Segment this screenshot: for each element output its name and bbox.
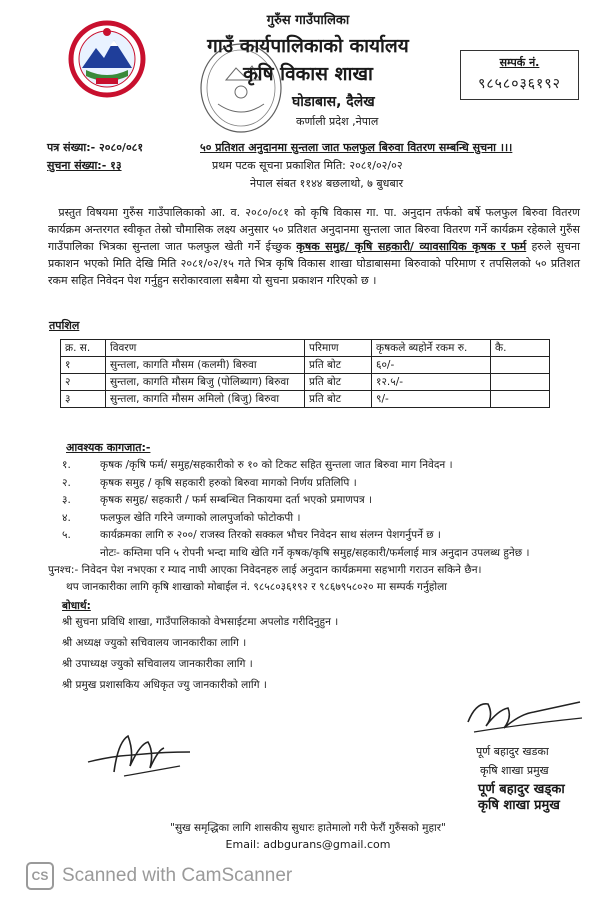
email: Email: adbgurans@gmail.com — [225, 838, 391, 851]
table-caption: तपशिल — [49, 319, 80, 332]
cell-sn: १ — [61, 357, 106, 374]
list-item: श्री उपाध्यक्ष ज्युको सचिवालय जानकारीका लागि । — [62, 658, 253, 670]
cell-description: सुन्तला, कागति मौसम (कलमी) बिरुवा — [106, 357, 305, 374]
notice-subject: ५० प्रतिशत अनुदानमा सुन्तला जात फलफुल बिरुवा वितरण सम्बन्धि सुचना ।।। — [200, 141, 513, 154]
cell-remarks — [491, 357, 550, 374]
nepal-emblem-logo — [66, 18, 148, 100]
cell-remarks — [491, 391, 550, 408]
list-item: ४. फलफुल खेति गरिने जग्गाको लालपुर्जाको फोटोकपी । — [62, 511, 301, 524]
body-highlight: कृषक समुह/ कृषि सहकारी/ व्यावसायिक कृषक र फर्म — [296, 240, 527, 253]
details-table — [60, 339, 550, 408]
municipality-name: गुरुँस गाउँपालिका — [266, 13, 350, 28]
notice-body — [48, 204, 580, 289]
signatory-title: कृषि शाखा प्रमुख — [480, 764, 549, 777]
signature-right — [464, 688, 584, 738]
province: कर्णाली प्रदेश ,नेपाल — [296, 115, 379, 128]
body-part-2: हरुले सुचना प्रकाशन भएको मिति देखि मिति २०८१/०२/१५ गते भित्र कृषि विकास शाखा घोडाबासमा बिरुवाको परिमाण र तपसिलको ५० प्रतिशत रकम सहित निवेदन पेश गर्नुहुन सरोकारवाला सबैमा यो सुचना प्रकाशन गरिएको छ । — [48, 240, 580, 287]
col-header-description: विवरण — [106, 340, 305, 357]
contact-number: ९८५८०३६१९२ — [478, 76, 561, 92]
punashcha: पुनश्च:- निवेदन पेश नभएका र म्याद नाघी आएका निवेदनहरु लाई अनुदान कार्यक्रममा सहभागी गराउन सकिने छैन। — [48, 564, 482, 576]
stamp-title: कृषि शाखा प्रमुख — [478, 798, 560, 813]
list-item: ५. कार्यक्रमका लागि रु २००/ राजस्व तिरको सक्कल भौचर निवेदन साथ संलग्न पेशगर्नुपर्ने छ । — [62, 529, 441, 541]
list-item: श्री अध्यक्ष ज्युको सचिवालय जानकारीका लागि । — [62, 637, 247, 649]
cell-sn: २ — [61, 374, 106, 391]
table-row — [61, 357, 550, 374]
body-part-1: प्रस्तुत विषयमा गुरुँस गाउँपालिकाको आ. व. २०८०/०८१ को कृषि विकास गा. पा. अनुदान तर्फको बर्षे फलफुल बिरुवा वितरण कार्यक्रम अन्तरगत स्वीकृत तेस्रो चौमासिक लक्ष्य अनुसार ५० प्रतिशत अनुदानमा सुन्तला जात बिरुवा वितरण गर्ने कार्यक्रम रहेकाले गुरुँस गाउँपालिका भित्रका सुन्तला जात फलफुल खेती गर्ने ईच्छुक — [48, 206, 580, 253]
list-item: श्री प्रमुख प्रशासकिय अधिकृत ज्यु जानकारीको लागि । — [62, 679, 267, 691]
office-stamp — [196, 40, 286, 136]
requirements-list — [62, 458, 582, 563]
cc-list — [62, 612, 338, 696]
cell-amount: ६०/- — [372, 357, 491, 374]
cell-sn: ३ — [61, 391, 106, 408]
col-header-remarks: कै. — [491, 340, 550, 357]
table-row — [61, 391, 550, 408]
cell-amount: १२.५/- — [372, 374, 491, 391]
cell-quantity: प्रति बोट — [305, 357, 372, 374]
cell-description: सुन्तला, कागति मौसम अमिलो (बिजु) बिरुवा — [106, 391, 305, 408]
branch-name: कृषि विकास शाखा — [243, 63, 373, 85]
stamp-name: पूर्ण बहादुर खड्का — [478, 782, 565, 797]
col-header-amount: कृषकले ब्यहोर्ने रकम रु. — [372, 340, 491, 357]
col-header-quantity: परिमाण — [305, 340, 372, 357]
table-row — [61, 374, 550, 391]
list-item: १. कृषक /कृषि फर्म/ समुह/सहकारीको रु १० को टिकट सहित सुन्तला जात बिरुवा माग निवेदन । — [62, 459, 453, 471]
list-item: २. कृषक समुह / कृषि सहकारी हरुको बिरुवा मागको निर्णय प्रतिलिपि । — [62, 476, 357, 489]
cell-description: सुन्तला, कागति मौसम बिजु (पोलिब्याग) बिरुवा — [106, 374, 305, 391]
note: नोटः- कम्तिमा पनि ५ रोपनी भन्दा माथि खेति गर्ने कृषक/कृषि समुह/सहकारी/फर्मलाई मात्र अनुदान उपलब्ध हुनेछ । — [100, 546, 530, 559]
camscanner-icon: CS — [26, 862, 54, 890]
cell-quantity: प्रति बोट — [305, 391, 372, 408]
list-item: श्री सुचना प्रविधि शाखा, गाउँपालिकाको वेभसाईटमा अपलोड गरीदिनुहुन । — [62, 616, 339, 628]
office-name: गाउँ कार्यपालिकाको कार्यालय — [207, 35, 409, 57]
contact-box — [460, 50, 579, 100]
list-item: ३. कृषक समुह/ सहकारी / फर्म सम्बन्धित निकायमा दर्ता भएको प्रमाणपत्र । — [62, 494, 372, 506]
camscanner-watermark — [26, 862, 292, 890]
nepal-sambat-date: नेपाल संबत ११४४ बछलाथो, ७ बुधबार — [250, 177, 404, 190]
motto: "सुख समृद्धिका लागि शासकीय सुधारः हातेमालो गरी फेरौं गुरुँसको मुहार" — [170, 822, 446, 834]
letter-number: पत्र संख्या:- २०८०/०८१ — [47, 141, 144, 154]
contact-label: सम्पर्क नं. — [499, 56, 540, 69]
cell-remarks — [491, 374, 550, 391]
camscanner-text: Scanned with CamScanner — [62, 865, 293, 887]
notice-number: सुचना संख्या:- १३ — [47, 159, 122, 172]
signature-left — [84, 722, 194, 782]
office-location: घोडाबास, दैलेख — [292, 94, 375, 110]
cell-quantity: प्रति बोट — [305, 374, 372, 391]
requirements-title: आवश्यक कागजात:- — [66, 441, 151, 454]
more-info: थप जानकारीका लागि कृषि शाखाको मोबाईल नं. ९८५८०३६१९२ र ९८६७९५८०२० मा सम्पर्क गर्नुहोला — [66, 581, 447, 593]
cc-title: बोधार्थ: — [62, 600, 91, 612]
publish-date: प्रथम पटक सूचना प्रकाशित मिति: २०८१/०२/०२ — [212, 159, 403, 172]
signatory-name: पूर्ण बहादुर खडका — [476, 745, 549, 758]
col-header-sn: क्र. स. — [61, 340, 106, 357]
table-header-row — [61, 340, 550, 357]
cell-amount: ९/- — [372, 391, 491, 408]
